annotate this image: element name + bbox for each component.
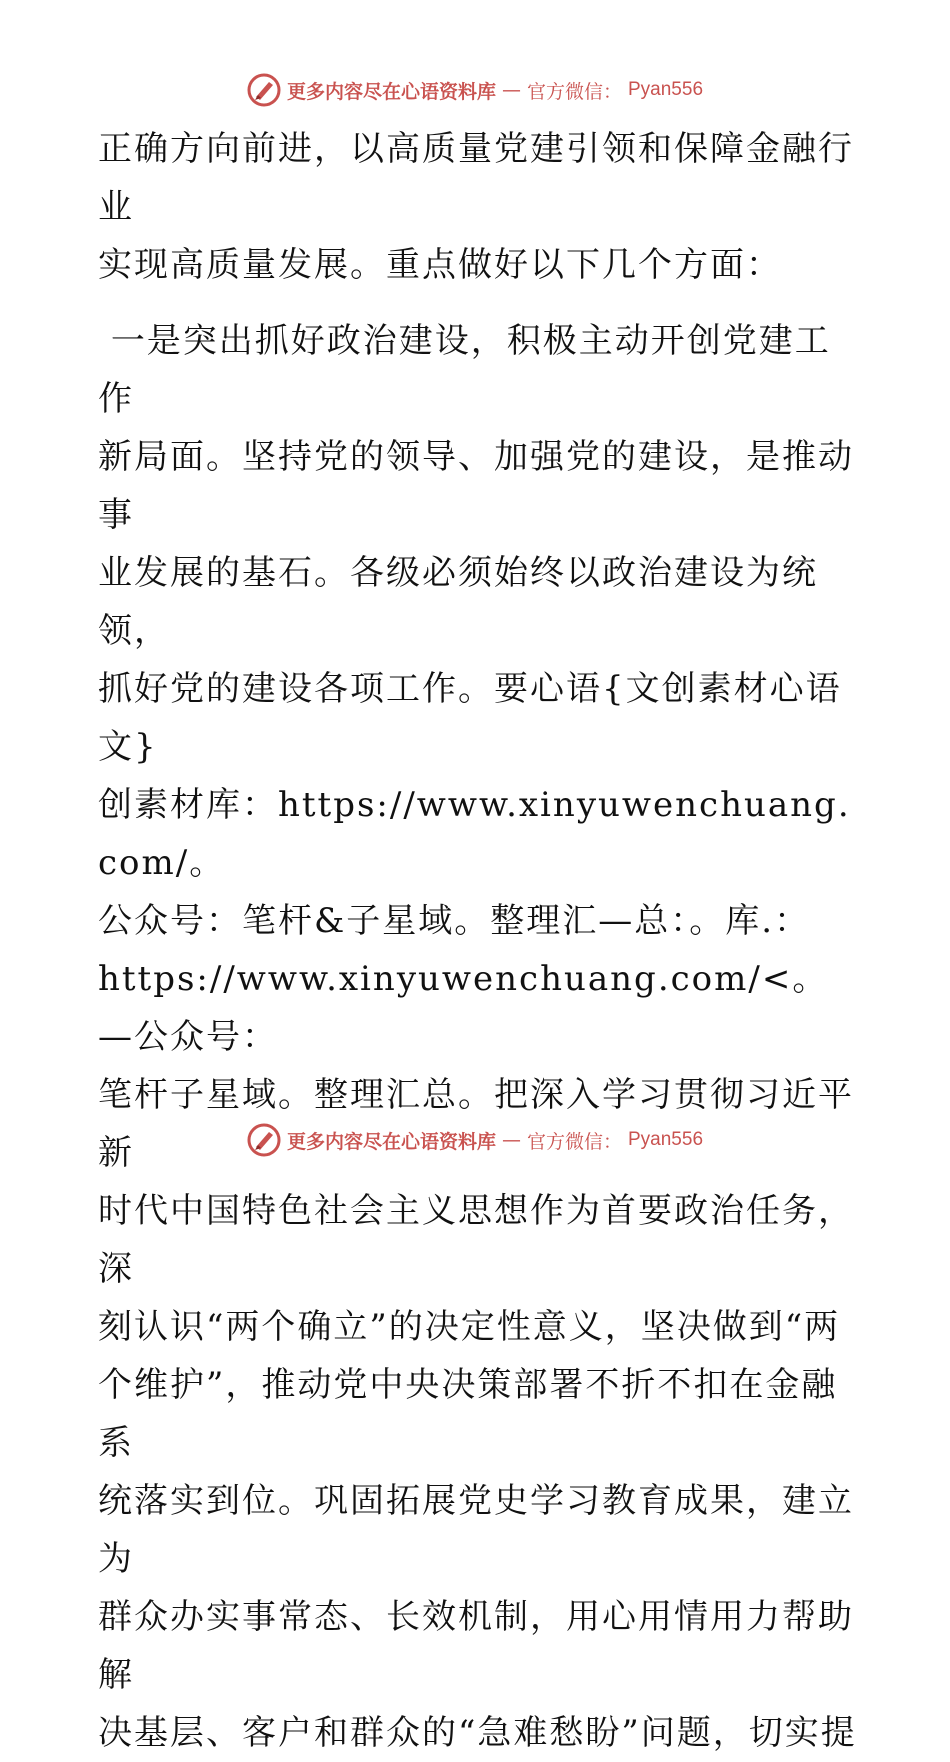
- body-line: 笔杆子星域。整理汇总。把深入学习贯彻习近平新: [98, 1075, 854, 1173]
- body-line: 一是突出抓好政治建设，积极主动开创党建工作: [98, 321, 831, 419]
- body-line: 业发展的基石。各级必须始终以政治建设为统领，: [98, 553, 818, 651]
- watermark-brand-text: 更多内容尽在心语资料库: [286, 1130, 496, 1153]
- watermark-wechat-label: 官方微信：: [526, 80, 622, 103]
- paragraph-2: [98, 312, 858, 1762]
- body-line: 刻认识“两个确立”的决定性意义，坚决做到“两: [98, 1307, 841, 1347]
- watermark-wechat-id: Pyan556: [628, 79, 704, 100]
- watermark-wechat-label: 官方微信：: [526, 1130, 622, 1153]
- body-line: 群众办实事常态、长效机制，用心用情用力帮助解: [98, 1597, 854, 1695]
- brush-pen-logo-icon: [247, 73, 281, 107]
- watermark-wechat-id: Pyan556: [628, 1129, 704, 1150]
- body-line: 正确方向前进，以高质量党建引领和保障金融行业: [98, 129, 854, 227]
- watermark-separator: —: [501, 1129, 521, 1151]
- body-line: 统落实到位。巩固拓展党史学习教育成果，建立为: [98, 1481, 854, 1579]
- watermark-brand-text: 更多内容尽在心语资料库: [286, 80, 496, 103]
- brush-pen-logo-icon: [247, 1123, 281, 1157]
- body-line: 抓好党的建设各项工作。要心语{文创素材心语文}: [98, 669, 842, 767]
- body-line: 时代中国特色社会主义思想作为首要政治任务，深: [98, 1191, 854, 1289]
- body-line: 个维护”，推动党中央决策部署不折不扣在金融系: [98, 1365, 838, 1463]
- body-line: 决基层、客户和群众的“急难愁盼”问题，切实提: [98, 1713, 857, 1753]
- paragraph-1: [98, 120, 858, 294]
- footer-watermark: [0, 1120, 950, 1160]
- header-watermark: [0, 70, 950, 110]
- body-line: 实现高质量发展。重点做好以下几个方面：: [98, 245, 782, 285]
- body-line: 新局面。坚持党的领导、加强党的建设，是推动事: [98, 437, 854, 535]
- document-body: [98, 120, 858, 1762]
- body-line: 公众号：笔杆&子星域。整理汇—总：。库.：: [98, 901, 811, 941]
- body-line: 创素材库：https://www.xinyuwenchuang.com/。: [98, 785, 851, 883]
- body-line: https://www.xinyuwenchuang.com/<。—公众号：: [98, 959, 829, 1057]
- watermark-separator: —: [501, 79, 521, 101]
